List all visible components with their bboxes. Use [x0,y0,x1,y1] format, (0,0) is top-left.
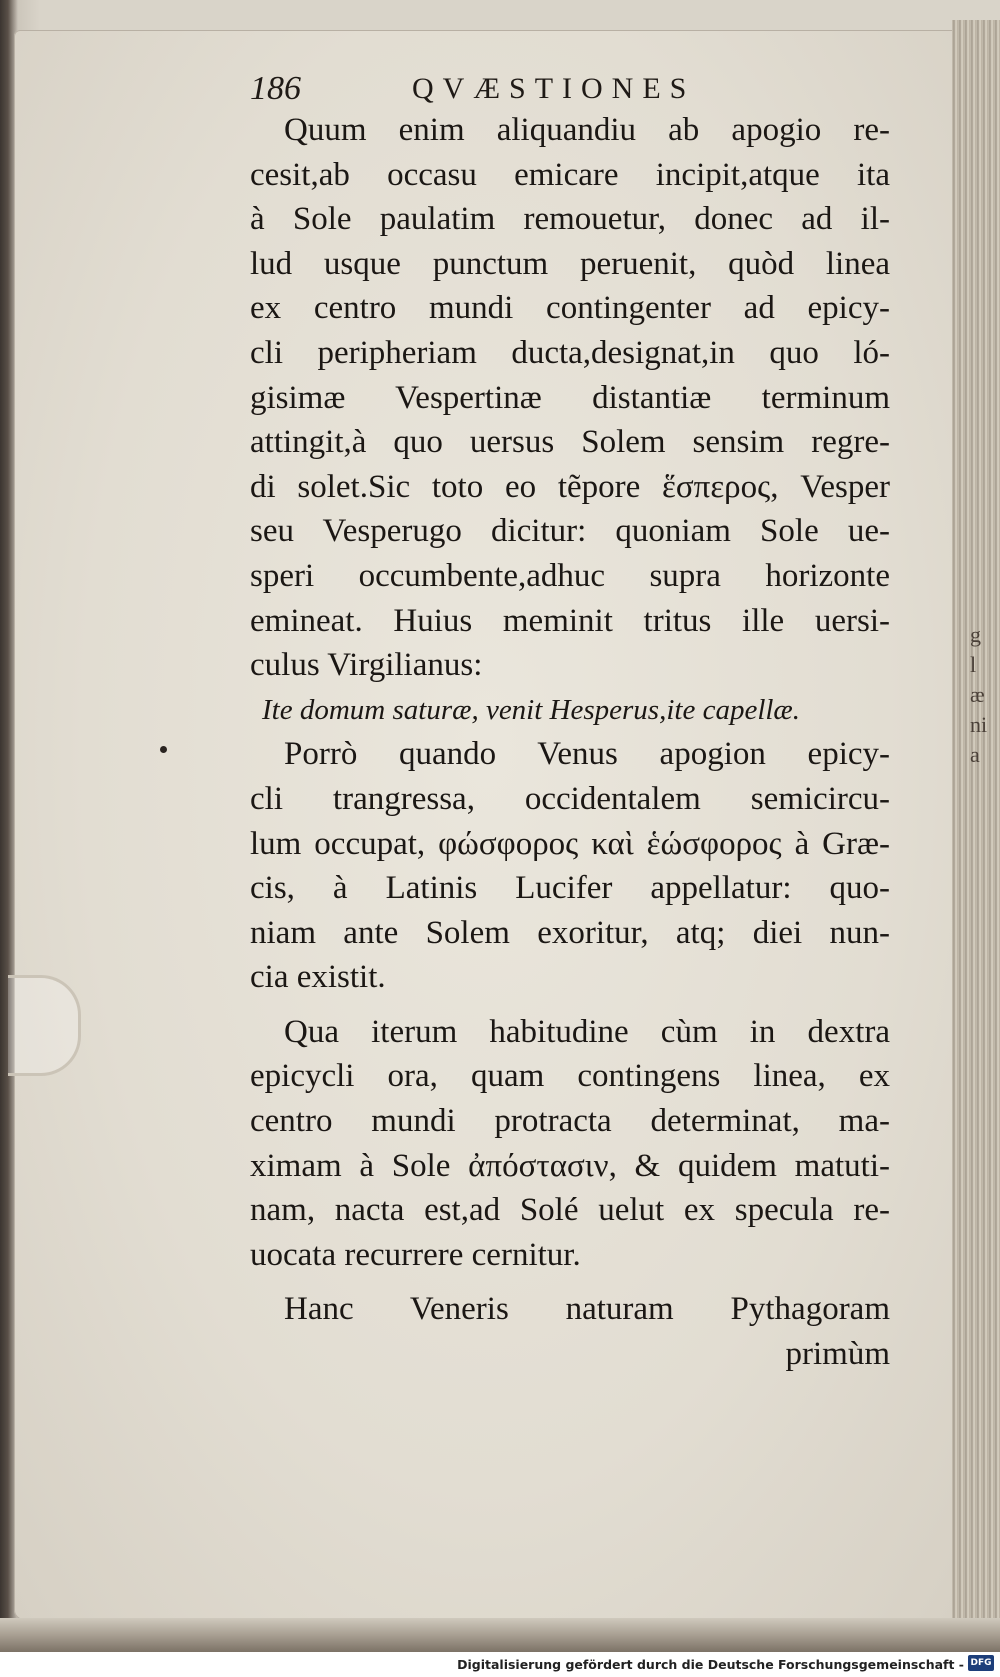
text-line: uocata recurrere cernitur. [250,1236,581,1273]
text-line: lum occupat, φώσφορος καὶ ἑώσφορος à Græ- [250,825,890,862]
text-block [250,108,890,1377]
page-tab-mark [8,975,81,1076]
fore-edge-letter: l [970,652,977,677]
text-line: attingit,à quo uersus Solem sensim regre- [250,424,890,461]
text-line: à Sole paulatim remouetur, donec ad il- [250,201,890,238]
text-line: Porrò quando Venus apogion epicy- [284,736,890,773]
fore-edge-letters [970,620,1000,770]
text-line: cesit,ab occasu emicare incipit,atque ita [250,156,890,193]
page-fore-edge [952,20,1000,1652]
fore-edge-letter: g [970,622,981,647]
fore-edge-letter: a [970,742,980,767]
text-line: culus Virgilianus: [250,647,483,684]
text-line: epicycli ora, quam contingens linea, ex [250,1058,890,1095]
text-line: centro mundi protracta determinat, ma- [250,1103,890,1140]
text-line: nam, nacta est,ad Solé uelut ex specula re- [250,1192,890,1229]
text-line: cis, à Latinis Lucifer appellatur: quo- [250,870,890,907]
text-line: cli trangressa, occidentalem semicircu- [250,780,890,817]
text-line: seu Vesperugo dicitur: quoniam Sole ue- [250,513,890,550]
text-line: ximam à Sole ἀπόστασιν, & quidem matuti- [250,1147,890,1184]
text-line: Qua iterum habitudine cùm in dextra [284,1013,890,1050]
text-line: cia existit. [250,959,386,996]
catchword: primùm [785,1336,890,1373]
page-number: 186 [250,70,301,107]
margin-mark [160,746,167,753]
verse-quotation: Ite domum saturæ, venit Hesperus,ite capellæ. [262,693,801,726]
footer-credit: Digitalisierung gefördert durch die Deutsche Forschungsgemeinschaft - [457,1657,964,1672]
text-line: niam ante Solem exoritur, atq; diei nun- [250,914,890,951]
dfg-logo: DFG [968,1655,994,1671]
text-line: Quum enim aliquandiu ab apogio re- [284,112,890,148]
running-head: QVÆSTIONES [412,72,696,105]
text-line: di solet.Sic toto eo tẽpore ἕσπερος, Vesper [250,468,890,505]
text-line: speri occumbente,adhuc supra horizonte [250,557,890,594]
fore-edge-letter: æ [970,682,985,707]
text-line: cli peripheriam ducta,designat,in quo ló- [250,334,890,371]
text-line: gisimæ Vespertinæ distantiæ terminum [250,379,890,416]
text-line: lud usque punctum peruenit, quòd linea [250,245,890,282]
page-bottom-edge [0,1618,1000,1652]
fore-edge-letter: ni [970,712,988,737]
text-line: emineat. Huius meminit tritus ille uersi- [250,602,890,639]
text-line: ex centro mundi contingenter ad epicy- [250,290,890,327]
text-line: Hanc Veneris naturam Pythagoram [284,1291,890,1328]
